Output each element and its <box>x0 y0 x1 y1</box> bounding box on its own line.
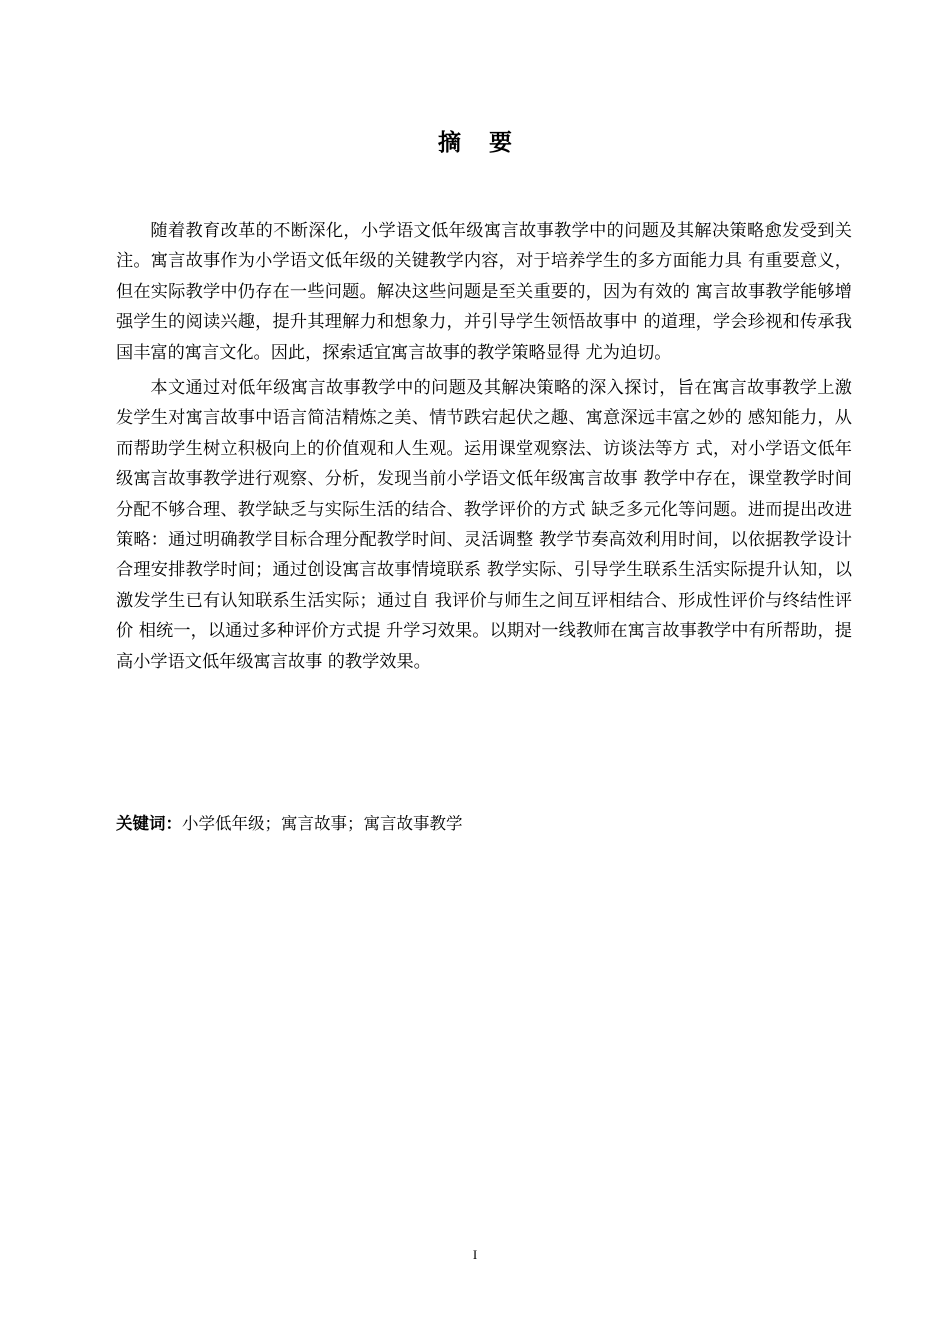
keywords-value: 小学低年级；寓言故事；寓言故事教学 <box>182 814 463 833</box>
abstract-paragraph-2: 本文通过对低年级寓言故事教学中的问题及其解决策略的深入探讨，旨在寓言故事教学上激发学生对寓言故事中语言简洁精炼之美、情节跌宕起伏之趣、寓意深远丰富之妙的 感知能力，从而帮助学生树立积极向上的价值观和人生观。运用课堂观察法、访谈法等方 式，对小学语文低年级寓言故事教学进行观察、分析，发现当前小学语文低年级寓言故事 教学中存在，课堂教学时间分配不够合理、教学缺乏与实际生活的结合、教学评价的方式 缺乏多元化等问题。进而提出改进策略：通过明确教学目标合理分配教学时间、灵活调整 教学节奏高效利用时间，以依据教学设计合理安排教学时间；通过创设寓言故事情境联系 教学实际、引导学生联系生活实际提升认知，以激发学生已有认知联系生活实际；通过自 我评价与师生之间互评相结合、形成性评价与终结性评价 相统一，以通过多种评价方式提 升学习效果。以期对一线教师在寓言故事教学中有所帮助，提高小学语文低年级寓言故事 的教学效果。 <box>116 378 852 672</box>
abstract-paragraph-1: 随着教育改革的不断深化，小学语文低年级寓言故事教学中的问题及其解决策略愈发受到关注。寓言故事作为小学语文低年级的关键教学内容，对于培养学生的多方面能力具 有重要意义，但在实际教学中仍存在一些问题。解决这些问题是至关重要的，因为有效的 寓言故事教学能够增强学生的阅读兴趣，提升其理解力和想象力，并引导学生领悟故事中 的道理，学会珍视和传承我国丰富的寓言文化。因此，探索适宜寓言故事的教学策略显得 尤为迫切。 <box>116 221 852 363</box>
keywords-line <box>116 810 852 838</box>
keywords-label: 关键词： <box>116 814 182 833</box>
page-title: 摘要 <box>438 130 540 156</box>
abstract-body <box>116 216 852 682</box>
page-number: I <box>472 1247 478 1262</box>
